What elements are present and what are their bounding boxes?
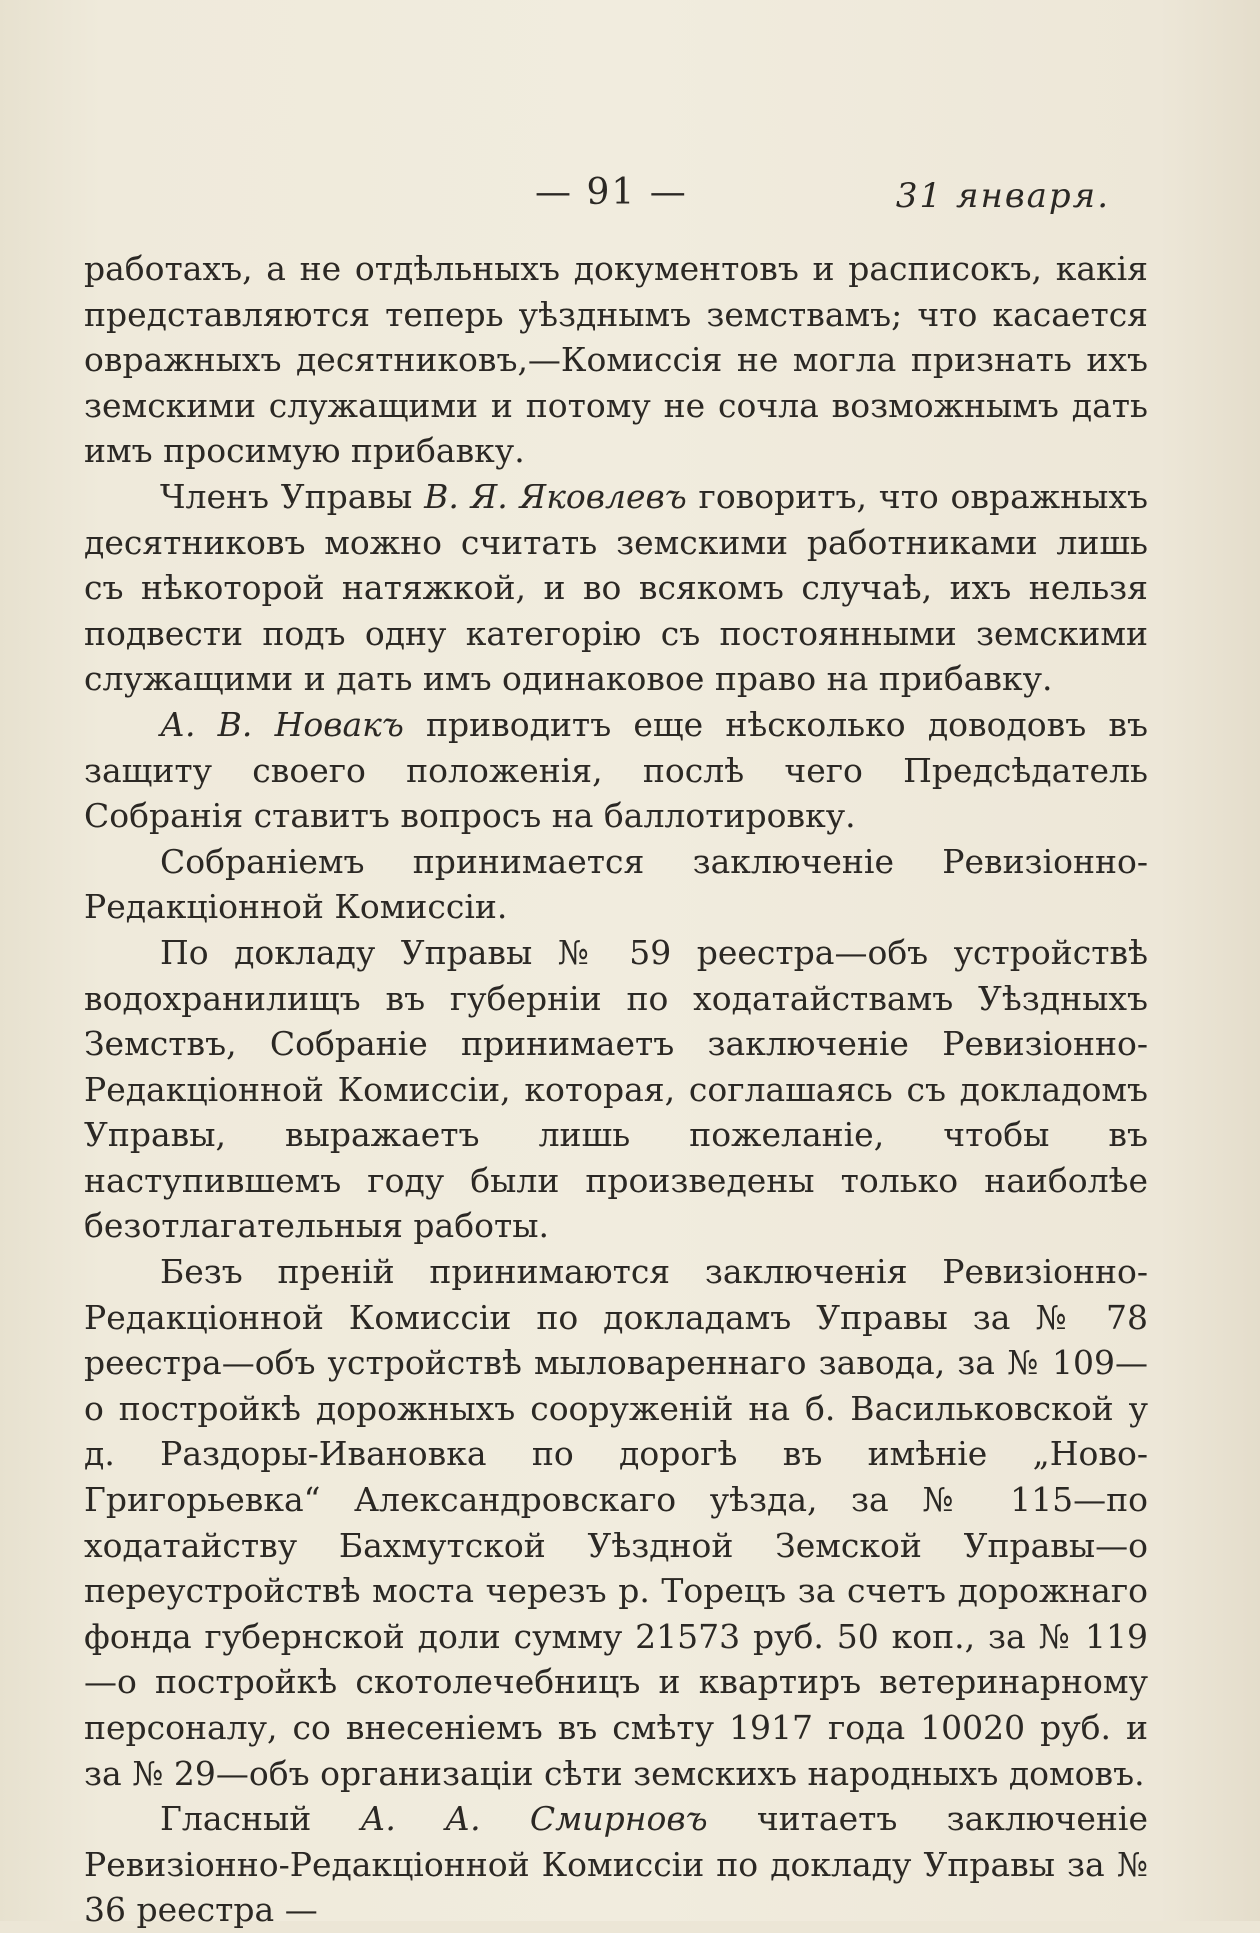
paragraph-novak [84,702,1148,839]
paragraph-text: Членъ Управы [160,476,425,516]
page-header [0,172,1260,232]
paragraph-decision: Собраніемъ принимается заключеніе Ревизіонно-Редакціонной Комиссіи. [84,841,1148,927]
page-number: — 91 — [535,172,688,213]
paragraph-text: читаетъ заключеніе Ревизіонно-Редакціонной Комиссіи по докладу Управы за № 36 реестра — [84,1799,1148,1930]
paragraph-reports-list: Безъ преній принимаются заключенія Ревизіонно-Редакціонной Комиссіи по докладамъ Управы за № 78 реестра—объ устройствѣ мыловареннаго завода, за № 109—о постройкѣ дорожныхъ сооруженій на б. Васильковской у д. Раздоры-Ивановка по дорогѣ въ имѣніе „Ново-Григорьевка“ Александровскаго уѣзда, за № 115—по ходатайству Бахмутской Уѣздной Земской Управы—о переустройствѣ моста черезъ р. Торецъ за счетъ дорожнаго фонда губернской доли сумму 21573 руб. 50 коп., за № 119—о постройкѣ скотолечебницъ и квартиръ ветеринарному персоналу, со внесеніемъ въ смѣту 1917 года 10020 руб. и за № 29—объ организаціи сѣти земскихъ народныхъ домовъ. [84,1252,1148,1793]
speaker-name: А. А. Смирновъ [360,1799,708,1839]
speaker-name: В. Я. Яковлевъ [424,476,687,516]
paragraph-text: приводитъ еще нѣсколько доводовъ въ защиту своего положенія, послѣ чего Предсѣдатель Собранія ставитъ вопросъ на баллотировку. [84,704,1148,836]
paragraph-report-59: По докладу Управы № 59 реестра—объ устройствѣ водохранилищъ въ губерніи по ходатайствамъ Уѣздныхъ Земствъ, Собраніе принимаетъ заключеніе Ревизіонно-Редакціонной Комиссіи, которая, соглашаясь съ докладомъ Управы, выражаетъ лишь пожеланіе, чтобы въ наступившемъ году были произведены только наиболѣе безотлагательныя работы. [84,932,1148,1246]
paragraph-text: Гласный [160,1799,361,1839]
speaker-name: А. В. Новакъ [160,704,404,744]
header-date: 31 января. [895,176,1110,216]
body-text [84,246,1148,1933]
paragraph-continuation: работахъ, а не отдѣльныхъ документовъ и расписокъ, какія представляются теперь уѣзднымъ земствамъ; что касается овражныхъ десятниковъ,—Комиссія не могла признать ихъ земскими служащими и потому не сочла возможнымъ дать имъ просимую прибавку. [84,249,1148,471]
paragraph-text: говоритъ, что овражныхъ десятниковъ можно считать земскими работниками лишь съ нѣкоторой натяжкой, и во всякомъ случаѣ, ихъ нельзя подвести подъ одну категорію съ постоянными земскими служащими и дать имъ одинаковое право на прибавку. [84,476,1148,699]
paragraph-yakovlev [84,474,1148,702]
paragraph-smirnov [84,1796,1148,1933]
